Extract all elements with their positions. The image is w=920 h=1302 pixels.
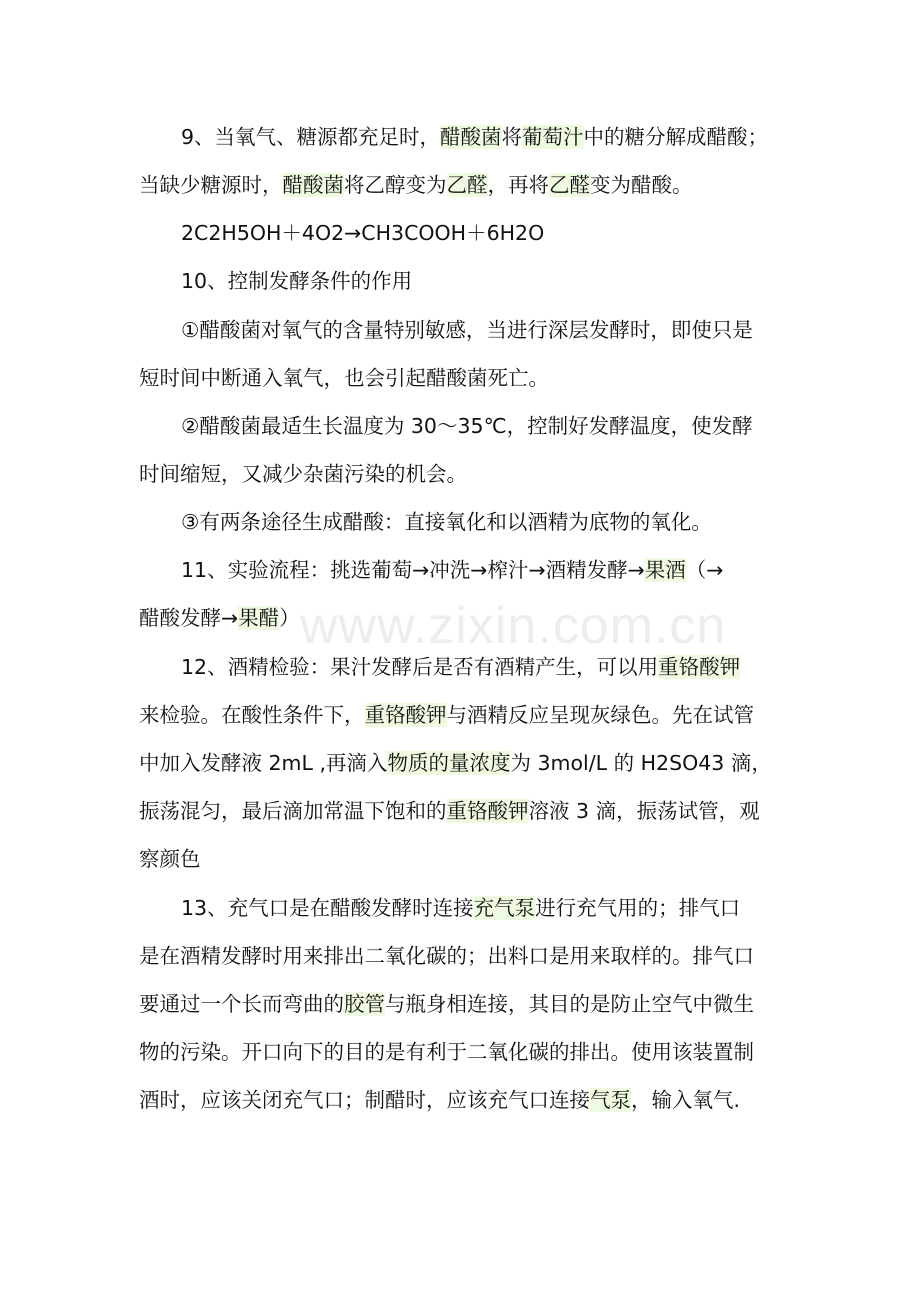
highlight-term: 气泵 (590, 1088, 631, 1112)
paragraph-13-line-4: 物的污染。开口向下的目的是有利于二氧化碳的排出。使用该装置制 (139, 1040, 754, 1064)
highlight-term: 果醋 (238, 606, 280, 630)
paragraph-13-line-1: 13、充气口是在醋酸发酵时连接充气泵进行充气用的；排气口 (181, 896, 741, 920)
highlight-term: 重铬酸钾 (446, 799, 529, 823)
highlight-term: 醋酸菌 (282, 173, 344, 197)
highlight-term: 物质的量浓度 (387, 751, 511, 775)
highlight-term: 葡萄汁 (522, 125, 584, 149)
highlight-term: 乙醛 (446, 173, 488, 197)
paragraph-9-line-2: 当缺少糖源时，醋酸菌将乙醇变为乙醛，再将乙醛变为醋酸。 (139, 173, 693, 197)
paragraph-13-line-2: 是在酒精发酵时用来排出二氧化碳的；出料口是用来取样的。排气口 (139, 944, 754, 968)
highlight-term: 乙醛 (549, 173, 590, 197)
highlight-term: 重铬酸钾 (364, 703, 447, 727)
item-1: ①醋酸菌对氧气的含量特别敏感，当进行深层发酵时，即使只是 短时间中断通入氧气，也会引起醋酸菌死亡。 (139, 318, 753, 390)
highlight-term: 重铬酸钾 (658, 655, 741, 679)
highlight-term: 充气泵 (473, 896, 536, 920)
paragraph-13-line-3: 要通过一个长而弯曲的胶管与瓶身相连接，其目的是防止空气中微生 (139, 992, 754, 1016)
watermark: www.zixin.com.cn (300, 597, 727, 655)
paragraph-12-line-5: 察颜色 (139, 847, 201, 871)
paragraph-12-line-1: 12、酒精检验：果汁发酵后是否有酒精产生，可以用重铬酸钾 (181, 655, 741, 679)
highlight-term: 胶管 (344, 992, 385, 1016)
paragraph-12-line-4: 振荡混匀，最后滴加常温下饱和的重铬酸钾溶液 3 滴，振荡试管，观 (139, 799, 760, 823)
paragraph-11-line-1: 11、实验流程：挑选葡萄→冲洗→榨汁→酒精发酵→果酒（→ (181, 558, 724, 582)
paragraph-11-line-2: 醋酸发酵→果醋） (139, 606, 300, 630)
highlight-term: 醋酸菌 (440, 125, 502, 149)
item-2: ②醋酸菌最适生长温度为 30～35℃，控制好发酵温度，使发酵 时间缩短，又减少杂菌污染的机会。 (139, 414, 753, 486)
paragraph-13-line-5: 酒时，应该关闭充气口；制醋时，应该充气口连接气泵，输入氧气. (139, 1088, 741, 1112)
paragraph-12-line-3: 中加入发酵液 2mL ,再滴入物质的量浓度为 3mol/L 的 H2SO43 滴， (139, 751, 772, 775)
paragraph-11 (139, 546, 789, 642)
paragraph-12 (139, 643, 789, 883)
paragraph-12-line-2: 来检验。在酸性条件下，重铬酸钾与酒精反应呈现灰绿色。先在试管 (139, 703, 754, 727)
paragraph-13 (139, 884, 789, 1124)
paragraph-10: 10、控制发酵条件的作用 (181, 269, 413, 293)
paragraph-9 (139, 113, 789, 209)
item-3: ③有两条途径生成醋酸：直接氧化和以酒精为底物的氧化。 (181, 510, 712, 534)
equation: 2C2H5OH＋4O2→CH3COOH＋6H2O (181, 221, 545, 245)
highlight-term: 果酒 (644, 558, 686, 582)
paragraph-9-line-1: 9、当氧气、糖源都充足时，醋酸菌将葡萄汁中的糖分解成醋酸； (181, 125, 769, 149)
